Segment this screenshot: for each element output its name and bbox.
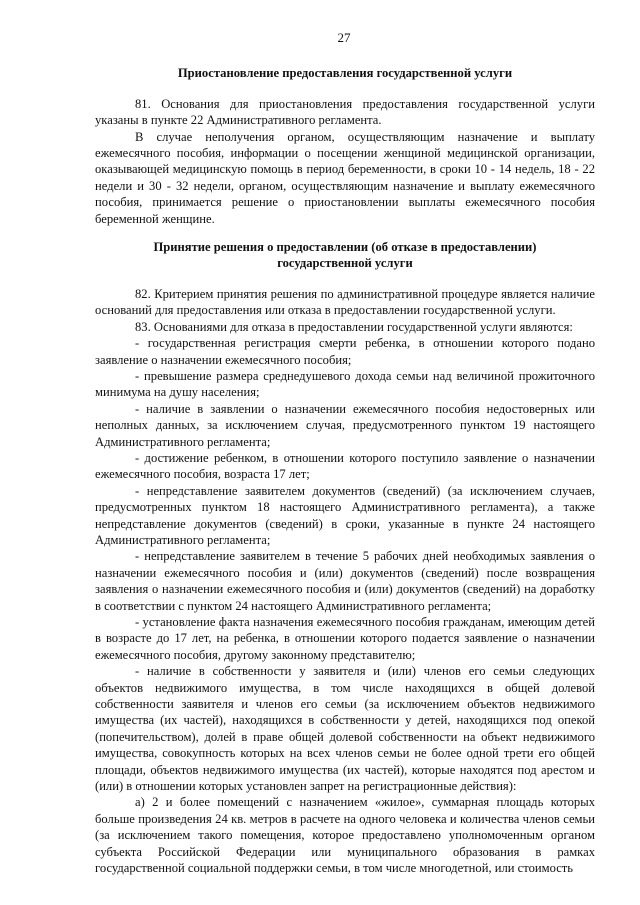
page-number: 27 bbox=[337, 30, 351, 45]
section-heading-decision: Принятие решения о предоставлении (об отказе в предоставлении) государственной услуги bbox=[153, 240, 537, 271]
paragraph-83: 83. Основаниями для отказа в предоставлении государственной услуги являются: bbox=[135, 319, 573, 334]
document-page bbox=[95, 30, 595, 877]
refusal-ground-item: - установление факта назначения ежемесячного пособия гражданам, имеющим детей в возрасте до 17 лет, на ребенка, в отношении которого подается заявление о назначении ежемесячного пособия, другому законному представителю; bbox=[95, 615, 595, 662]
refusal-ground-item: - непредставление заявителем в течение 5 рабочих дней необходимых заявления о назначении ежемесячного пособия и (или) документов (сведений) после возвращения заявления о назначении ежемесячного пособия и (или) документов (сведений) на доработку в соответствии с пунктом 24 настоящего Административного регламента; bbox=[95, 549, 595, 613]
refusal-ground-item: - достижение ребенком, в отношении которого поступило заявление о назначении ежемесячного пособия, возраста 17 лет; bbox=[95, 450, 595, 482]
refusal-subitem-a: а) 2 и более помещений с назначением «жилое», суммарная площадь которых больше произведения 24 кв. метров в расчете на одного человека и количества членов семьи (за исключением такого помещения, которое предоставлено уполномоченным органом субъекта Российской Федерации или муниципального образования в рамках государственной социальной поддержки семьи, в том числе многодетной, или стоимость bbox=[95, 795, 595, 876]
refusal-ground-item: - превышение размера среднедушевого дохода семьи над величиной прожиточного минимума на душу населения; bbox=[95, 368, 595, 400]
paragraph-81: 81. Основания для приостановления предоставления государственной услуги указаны в пункте 22 Административного регламента. bbox=[95, 96, 595, 128]
refusal-ground-item: - наличие в заявлении о назначении ежемесячного пособия недостоверных или неполных данных, за исключением случая, предусмотренного пунктом 19 настоящего Административного регламента; bbox=[95, 401, 595, 449]
paragraph-82: 82. Критерием принятия решения по административной процедуре является наличие оснований для предоставления или отказа в предоставлении государственной услуги. bbox=[95, 286, 595, 318]
refusal-ground-item: - государственная регистрация смерти ребенка, в отношении которого подано заявление о назначении ежемесячного пособия; bbox=[95, 336, 595, 367]
refusal-ground-item: - наличие в собственности у заявителя и (или) членов его семьи следующих объектов недвижимого имущества, в том числе находящихся в общей долевой собственности заявителя и членов его семьи (за исключением объектов недвижимого имущества (их частей), находящихся в собственности у детей, находящихся под опекой (попечительством), долей в праве общей долевой собственности на объект недвижимого имущества, совокупность которых на всех членов семьи не более одной трети его общей площади, объектов недвижимого имущества (их частей), которые находятся под арестом и (или) в отношении которых установлен запрет на регистрационные действия): bbox=[95, 664, 595, 794]
paragraph-suspension-case: В случае неполучения органом, осуществляющим назначение и выплату ежемесячного пособия, информации о посещении женщиной медицинской организации, оказывающей медицинскую помощь в период беременности, в сроки 10 - 14 недель, 18 - 22 недели и 30 - 32 недели, органом, осуществляющим назначение и выплату ежемесячного пособия, принимается решение о приостановлении выплаты ежемесячного пособия беременной женщине. bbox=[95, 129, 595, 226]
refusal-ground-item: - непредставление заявителем документов (сведений) (за исключением случаев, предусмотренных пунктом 18 настоящего Административного регламента), а также непредставление документов (сведений) в сроки, указанные в пункте 24 настоящего Административного регламента; bbox=[95, 483, 595, 547]
section-heading-suspension: Приостановление предоставления государственной услуги bbox=[177, 66, 513, 81]
